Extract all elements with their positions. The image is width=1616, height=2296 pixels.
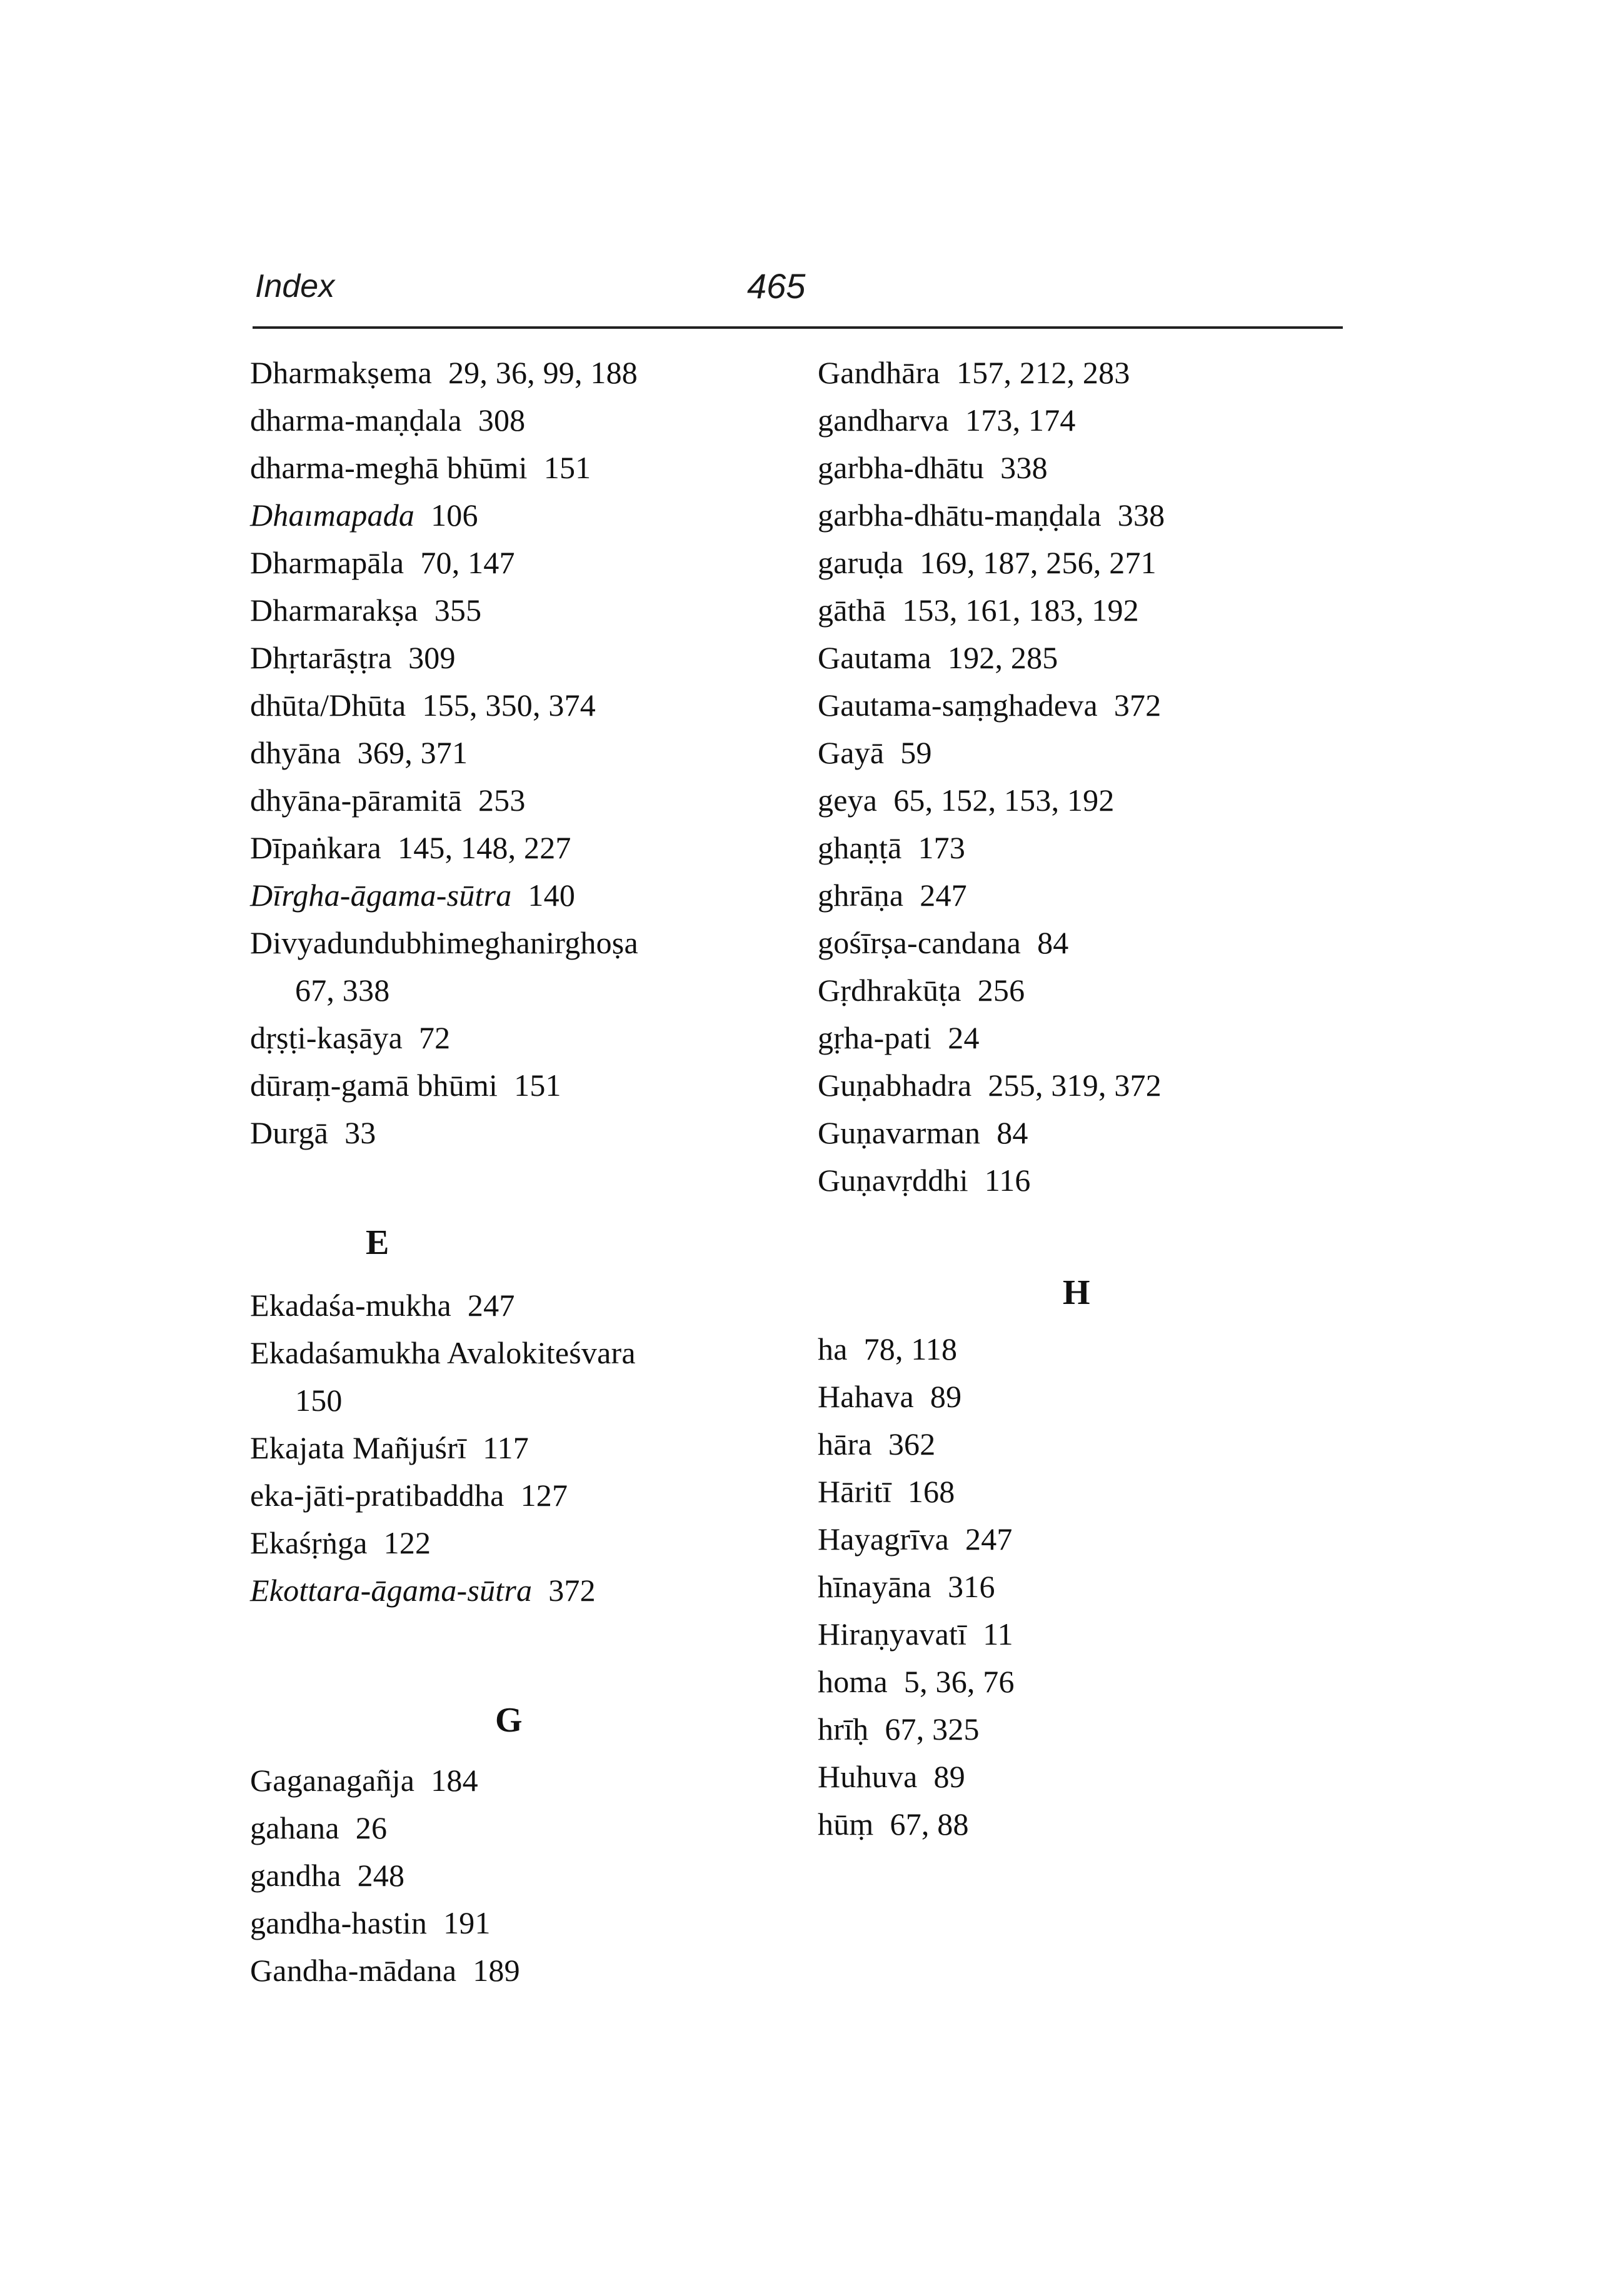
index-entry bbox=[818, 1373, 1380, 1420]
index-entry bbox=[818, 1563, 1380, 1610]
index-entry bbox=[818, 919, 1380, 966]
index-term: dhyāna-pāramitā bbox=[250, 783, 462, 818]
left-column-d-entries bbox=[250, 349, 813, 1156]
index-pages: 70, 147 bbox=[420, 545, 515, 580]
index-entry bbox=[250, 491, 813, 539]
index-entry bbox=[818, 539, 1380, 586]
index-pages: 372 bbox=[548, 1573, 596, 1608]
index-term: gṛha-pati bbox=[818, 1020, 932, 1055]
index-term: Guṇavṛddhi bbox=[818, 1163, 968, 1198]
index-term: Dhṛtarāṣṭra bbox=[250, 640, 393, 675]
index-term: garbha-dhātu-maṇḍala bbox=[818, 498, 1102, 533]
index-term: eka-jāti-pratibaddha bbox=[250, 1478, 504, 1513]
index-entry bbox=[818, 491, 1380, 539]
index-entry bbox=[250, 1757, 813, 1804]
index-term: gandha bbox=[250, 1858, 341, 1893]
index-pages: 253 bbox=[478, 783, 526, 818]
index-term: Ekadaśamukha Avalokiteśvara bbox=[250, 1335, 636, 1370]
index-entry bbox=[250, 396, 813, 444]
index-term: hrīḥ bbox=[818, 1712, 869, 1747]
index-entry bbox=[818, 1061, 1380, 1109]
index-entry bbox=[818, 586, 1380, 634]
index-pages: 338 bbox=[1117, 498, 1165, 533]
index-entry bbox=[818, 776, 1380, 824]
right-column-h-entries bbox=[818, 1325, 1380, 1848]
index-entry bbox=[250, 1567, 813, 1614]
index-term: ghrāṇa bbox=[818, 878, 904, 913]
index-pages: 11 bbox=[983, 1617, 1013, 1652]
index-term: gahana bbox=[250, 1810, 339, 1845]
index-pages: 84 bbox=[1037, 925, 1069, 960]
index-pages: 247 bbox=[467, 1288, 515, 1323]
index-term: Huhuva bbox=[818, 1759, 918, 1794]
index-pages: 168 bbox=[907, 1474, 955, 1509]
index-entry bbox=[250, 1804, 813, 1852]
index-term: gandha-hastin bbox=[250, 1905, 428, 1940]
index-entry bbox=[818, 396, 1380, 444]
index-term: Gautama-saṃghadeva bbox=[818, 688, 1098, 723]
index-term: Hayagrīva bbox=[818, 1521, 950, 1557]
index-term: Dharmakṣema bbox=[250, 355, 432, 390]
index-term: Gṛdhrakūṭa bbox=[818, 973, 961, 1008]
index-entry bbox=[818, 1705, 1380, 1753]
index-pages: 247 bbox=[920, 878, 967, 913]
section-letter-e: E bbox=[366, 1223, 389, 1262]
index-entry bbox=[818, 1420, 1380, 1468]
index-pages: 67, 88 bbox=[890, 1807, 969, 1842]
index-pages: 29, 36, 99, 188 bbox=[448, 355, 638, 390]
index-term: hāra bbox=[818, 1426, 872, 1461]
index-term: Ekaśṛṅga bbox=[250, 1525, 368, 1560]
index-entry bbox=[250, 824, 813, 871]
index-pages: 140 bbox=[528, 878, 576, 913]
index-entry bbox=[818, 966, 1380, 1014]
index-term: Hiraṇyavatī bbox=[818, 1617, 967, 1652]
index-entry bbox=[250, 586, 813, 634]
right-column-g-entries bbox=[818, 349, 1380, 1204]
index-term: Dīrgha-āgama-sūtra bbox=[250, 878, 512, 913]
index-term: hūṃ bbox=[818, 1807, 874, 1842]
index-pages: 256 bbox=[977, 973, 1025, 1008]
index-pages: 122 bbox=[383, 1525, 431, 1560]
index-term: Gaganagañja bbox=[250, 1763, 415, 1798]
index-term: ha bbox=[818, 1331, 848, 1366]
index-entry bbox=[818, 1156, 1380, 1204]
index-pages: 26 bbox=[355, 1810, 388, 1845]
index-entry bbox=[250, 1899, 813, 1947]
index-term: Guṇavarman bbox=[818, 1115, 981, 1150]
index-pages: 255, 319, 372 bbox=[988, 1068, 1162, 1103]
index-pages: 355 bbox=[434, 593, 482, 628]
index-entry bbox=[818, 634, 1380, 681]
index-term: Hahava bbox=[818, 1379, 914, 1414]
index-term: ghaṇṭā bbox=[818, 830, 902, 865]
index-term: Dīpaṅkara bbox=[250, 830, 382, 865]
index-entry bbox=[250, 871, 813, 919]
index-term: Durgā bbox=[250, 1115, 329, 1150]
index-entry bbox=[250, 1109, 813, 1156]
index-pages: 173, 174 bbox=[965, 403, 1076, 438]
index-entry bbox=[250, 1471, 813, 1519]
index-entry bbox=[818, 1658, 1380, 1705]
index-entry bbox=[818, 1468, 1380, 1515]
index-pages: 78, 118 bbox=[863, 1331, 958, 1366]
index-pages: 189 bbox=[473, 1953, 520, 1988]
index-entry bbox=[250, 919, 813, 1014]
index-term: gośīrṣa-candana bbox=[818, 925, 1021, 960]
index-entry bbox=[818, 1753, 1380, 1800]
index-pages: 362 bbox=[888, 1426, 936, 1461]
index-term: Gandhāra bbox=[818, 355, 940, 390]
index-entry bbox=[250, 729, 813, 776]
index-pages: 173 bbox=[918, 830, 966, 865]
index-entry bbox=[818, 824, 1380, 871]
index-pages: 316 bbox=[948, 1569, 995, 1604]
index-entry bbox=[818, 444, 1380, 491]
index-term: dūraṃ-gamā bhūmi bbox=[250, 1068, 498, 1103]
index-pages: 191 bbox=[443, 1905, 491, 1940]
index-pages: 24 bbox=[948, 1020, 980, 1055]
index-pages: 308 bbox=[478, 403, 526, 438]
index-term: Ekottara-āgama-sūtra bbox=[250, 1573, 533, 1608]
index-term: dhyāna bbox=[250, 735, 341, 770]
index-pages: 65, 152, 153, 192 bbox=[893, 783, 1115, 818]
index-entry bbox=[818, 1014, 1380, 1061]
index-pages: 84 bbox=[996, 1115, 1028, 1150]
index-pages: 106 bbox=[431, 498, 478, 533]
index-pages: 67, 325 bbox=[885, 1712, 980, 1747]
index-entry bbox=[250, 681, 813, 729]
index-entry bbox=[818, 1515, 1380, 1563]
index-pages: 59 bbox=[900, 735, 932, 770]
index-term: geya bbox=[818, 783, 878, 818]
index-entry bbox=[250, 634, 813, 681]
index-pages: 5, 36, 76 bbox=[903, 1664, 1015, 1699]
index-pages: 67, 338 bbox=[295, 973, 390, 1008]
index-pages: 89 bbox=[933, 1759, 965, 1794]
header-rule bbox=[253, 326, 1343, 329]
page-number: 465 bbox=[747, 266, 806, 306]
index-term: dhūta/Dhūta bbox=[250, 688, 406, 723]
index-pages: 116 bbox=[984, 1163, 1031, 1198]
index-pages: 72 bbox=[418, 1020, 451, 1055]
index-pages: 169, 187, 256, 271 bbox=[920, 545, 1157, 580]
index-entry bbox=[250, 1061, 813, 1109]
index-entry bbox=[818, 871, 1380, 919]
index-pages: 145, 148, 227 bbox=[398, 830, 571, 865]
index-pages: 309 bbox=[408, 640, 456, 675]
index-term: hīnayāna bbox=[818, 1569, 932, 1604]
index-pages: 157, 212, 283 bbox=[956, 355, 1130, 390]
index-term: Divyadundubhimeghanirghoṣa bbox=[250, 925, 638, 960]
index-term: Dharmarakṣa bbox=[250, 593, 418, 628]
index-term: gandharva bbox=[818, 403, 950, 438]
index-entry bbox=[250, 1424, 813, 1471]
index-term: garuḍa bbox=[818, 545, 904, 580]
index-entry bbox=[250, 539, 813, 586]
index-pages: 184 bbox=[431, 1763, 478, 1798]
index-entry bbox=[250, 1281, 813, 1329]
index-pages: 89 bbox=[930, 1379, 962, 1414]
index-entry bbox=[818, 349, 1380, 396]
index-pages: 151 bbox=[543, 450, 591, 485]
left-column-g-entries bbox=[250, 1757, 813, 1994]
index-term: dharma-maṇḍala bbox=[250, 403, 462, 438]
index-pages: 153, 161, 183, 192 bbox=[902, 593, 1139, 628]
index-pages: 248 bbox=[357, 1858, 405, 1893]
index-entry bbox=[250, 1014, 813, 1061]
index-term: gāthā bbox=[818, 593, 886, 628]
index-term: Gayā bbox=[818, 735, 885, 770]
index-pages: 192, 285 bbox=[947, 640, 1058, 675]
index-term: Dharmapāla bbox=[250, 545, 404, 580]
index-pages: 247 bbox=[965, 1521, 1013, 1557]
index-term: garbha-dhātu bbox=[818, 450, 985, 485]
index-term: dṛṣṭi-kaṣāya bbox=[250, 1020, 403, 1055]
index-term: dharma-meghā bhūmi bbox=[250, 450, 528, 485]
index-entry bbox=[818, 1325, 1380, 1373]
index-entry bbox=[818, 1800, 1380, 1848]
index-term: homa bbox=[818, 1664, 888, 1699]
section-letter-g: G bbox=[495, 1701, 523, 1740]
index-entry bbox=[818, 681, 1380, 729]
index-term: Ekadaśa-mukha bbox=[250, 1288, 451, 1323]
index-entry bbox=[818, 1109, 1380, 1156]
index-term: Ekajata Mañjuśrī bbox=[250, 1430, 467, 1465]
index-term: Guṇabhadra bbox=[818, 1068, 972, 1103]
index-term: Hāritī bbox=[818, 1474, 891, 1509]
index-entry bbox=[250, 1329, 813, 1424]
index-pages: 369, 371 bbox=[357, 735, 468, 770]
index-pages: 127 bbox=[520, 1478, 568, 1513]
index-term: Dhaımapada bbox=[250, 498, 415, 533]
index-term: Gautama bbox=[818, 640, 931, 675]
index-pages: 150 bbox=[295, 1383, 343, 1418]
section-letter-h: H bbox=[1063, 1273, 1090, 1312]
index-pages: 155, 350, 374 bbox=[422, 688, 596, 723]
index-pages: 372 bbox=[1113, 688, 1162, 723]
index-entry bbox=[818, 1610, 1380, 1658]
index-entry bbox=[250, 349, 813, 396]
index-term: Gandha-mādana bbox=[250, 1953, 457, 1988]
index-entry bbox=[250, 776, 813, 824]
running-title: Index bbox=[255, 268, 335, 304]
index-pages: 338 bbox=[1000, 450, 1048, 485]
left-column-e-entries bbox=[250, 1281, 813, 1614]
index-entry bbox=[250, 1519, 813, 1567]
index-pages: 151 bbox=[514, 1068, 561, 1103]
index-entry bbox=[250, 1947, 813, 1994]
index-entry bbox=[250, 1852, 813, 1899]
index-entry bbox=[250, 444, 813, 491]
index-pages: 117 bbox=[483, 1430, 529, 1465]
index-pages: 33 bbox=[344, 1115, 376, 1150]
index-entry bbox=[818, 729, 1380, 776]
